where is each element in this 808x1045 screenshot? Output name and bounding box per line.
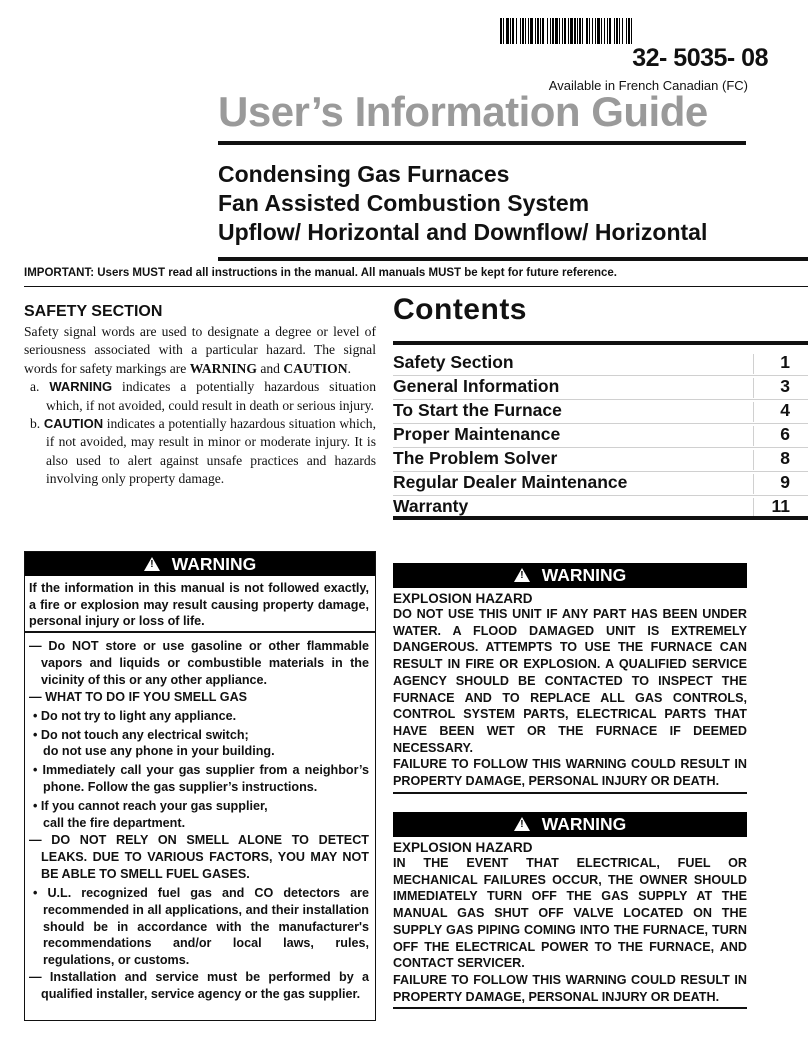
toc-label: To Start the Furnace [393, 400, 562, 420]
barcode-bar [632, 18, 634, 44]
gas-warning-box [24, 551, 376, 1021]
contents-bottom-rule [393, 516, 808, 520]
item-a-text: indicates a potentially hazardous situation which, if not avoided, could result in death or serious injury. [46, 379, 376, 413]
warning-triangle-icon: ! [144, 557, 160, 571]
warning-title: WARNING [541, 814, 627, 834]
document-number: 32- 5035- 08 [632, 44, 768, 72]
toc-page: 6 [780, 424, 790, 444]
safety-period: . [347, 360, 351, 376]
warning-divider [25, 631, 375, 633]
barcode [500, 18, 762, 44]
toc-label: General Information [393, 376, 560, 396]
instruction-line: • Immediately call your gas supplier from a neighbor’s phone. Follow the gas supplier’s instructions. [33, 763, 369, 795]
warning-instructions [29, 638, 369, 1003]
toc-row[interactable] [393, 472, 808, 496]
toc-divider [753, 402, 754, 422]
toc-divider [753, 426, 754, 446]
toc-label: The Problem Solver [393, 448, 558, 468]
warning-intro: If the information in this manual is not followed exactly, a fire or explosion may result causing property damage, personal injury or loss of life. [29, 581, 369, 629]
safety-heading: SAFETY SECTION [24, 303, 163, 320]
contents-title: Contents [393, 293, 527, 326]
toc-page: 8 [780, 448, 790, 468]
notice-rule [24, 286, 808, 287]
toc-row[interactable] [393, 376, 808, 400]
signal-word-warning: WARNING [189, 360, 257, 376]
warning-triangle-icon: ! [514, 568, 530, 582]
safety-item-a [24, 378, 376, 415]
flood-warning [393, 563, 747, 794]
availability-note: Available in French Canadian (FC) [548, 78, 748, 93]
toc-divider [753, 450, 754, 470]
toc-row[interactable] [393, 448, 808, 472]
instruction-line: — DO NOT RELY ON SMELL ALONE TO DETECT LEAKS. DUE TO VARIOUS FACTORS, YOU MAY NOT BE ABLE TO SMELL FUEL GASES. [29, 832, 369, 881]
instruction-line: — Installation and service must be performed by a qualified installer, service agency or the gas supplier. [29, 970, 369, 1002]
toc-page: 4 [780, 400, 790, 420]
safety-text [24, 323, 376, 489]
hazard-failure-text: FAILURE TO FOLLOW THIS WARNING COULD RESULT IN PROPERTY DAMAGE, PERSONAL INJURY OR DEATH. [393, 757, 747, 789]
warning-title: WARNING [541, 565, 627, 585]
toc-divider [753, 498, 754, 518]
safety-and: and [256, 360, 284, 376]
toc-label: Regular Dealer Maintenance [393, 472, 628, 492]
toc-divider [753, 474, 754, 494]
hazard-body: DO NOT USE THIS UNIT IF ANY PART HAS BEEN UNDER WATER. A FLOOD DAMAGED UNIT IS EXTREMELY DANGEROUS. ATTEMPTS TO USE THE FURNACE CAN RESULT IN FIRE OR EXPLOSION. A QUALIFIED SERVICE AGENCY SHOULD BE CONTACTED TO INSPECT THE FURNACE AND TO REPLACE ALL GAS CONTROLS, CONTROL SYSTEM PARTS, ELECTRICAL PARTS THAT HAVE BEEN WET OR THE FURNACE IF DEEMED NECESSARY. [393, 607, 747, 755]
instruction-line: do not use any phone in your building. [43, 744, 275, 759]
toc-divider [753, 378, 754, 398]
warning-banner [393, 812, 747, 837]
instruction-line: • If you cannot reach your gas supplier, [33, 799, 268, 814]
toc-page: 11 [771, 496, 790, 516]
hazard-heading: EXPLOSION HAZARD [393, 840, 533, 855]
item-b-marker: b. [30, 416, 41, 432]
warning-bottom-rule [393, 792, 747, 794]
toc-label: Proper Maintenance [393, 424, 561, 444]
subtitle-line-2: Fan Assisted Combustion System [218, 190, 590, 216]
hazard-heading: EXPLOSION HAZARD [393, 591, 533, 606]
toc-page: 3 [780, 376, 790, 396]
item-a-marker: a. [30, 379, 40, 395]
instruction-line: • U.L. recognized fuel gas and CO detectors are recommended in all applications, and their installation should be in accordance with the manufacturer's recommendations and/or local laws, rules, regulations, or customs. [33, 885, 369, 968]
item-b-text: indicates a potentially hazardous situation which, if not avoided, may result in minor or moderate injury. It is also used to alert against unsafe practices and hazards involving only property damage. [46, 416, 376, 487]
safety-intro [24, 323, 376, 378]
warning-triangle-icon: ! [514, 817, 530, 831]
table-of-contents [393, 352, 808, 520]
failure-warning [393, 812, 747, 1009]
toc-page: 1 [780, 352, 790, 372]
important-notice: IMPORTANT: Users MUST read all instructions in the manual. All manuals MUST be kept for future reference. [24, 267, 617, 279]
instruction-line: • Do not try to light any appliance. [33, 708, 237, 723]
toc-row[interactable] [393, 424, 808, 448]
subtitle-rule [218, 257, 808, 261]
item-a-word: WARNING [49, 379, 113, 395]
toc-label: Safety Section [393, 352, 514, 372]
toc-label: Warranty [393, 496, 469, 516]
warning-banner [25, 552, 375, 576]
instruction-line: • Do not touch any electrical switch; [33, 727, 249, 742]
instruction-line: call the fire department. [43, 816, 186, 831]
warning-banner [393, 563, 747, 588]
contents-rule [393, 341, 808, 345]
warning-title: WARNING [171, 554, 257, 574]
toc-divider [753, 354, 754, 374]
hazard-body: IN THE EVENT THAT ELECTRICAL, FUEL OR MECHANICAL FAILURES OCCUR, THE OWNER SHOULD IMMEDIATELY TURN OFF THE GAS SUPPLY AT THE MANUAL GAS SHUT OFF VALVE LOCATED ON THE SUPPLY GAS PIPING COMING INTO THE FURNACE, TURN OFF THE ELECTRICAL POWER TO THE FURNACE, AND CONTACT SERVICER. [393, 856, 747, 971]
toc-row[interactable] [393, 352, 808, 376]
item-b-word: CAUTION [43, 416, 104, 432]
signal-word-caution: CAUTION [283, 360, 348, 376]
instruction-line: — Do NOT store or use gasoline or other flammable vapors and liquids or combustible materials in the vicinity of this or any other appliance. [29, 639, 369, 687]
subtitle-line-1: Condensing Gas Furnaces [218, 161, 510, 187]
title-rule [218, 141, 746, 145]
safety-item-b [24, 415, 376, 489]
warning-bottom-rule [393, 1007, 747, 1009]
instruction-line: — WHAT TO DO IF YOU SMELL GAS [29, 689, 248, 704]
toc-page: 9 [780, 472, 790, 492]
hazard-failure-text: FAILURE TO FOLLOW THIS WARNING COULD RESULT IN PROPERTY DAMAGE, PERSONAL INJURY OR DEATH. [393, 972, 747, 1004]
subtitle-line-3: Upflow/ Horizontal and Downflow/ Horizontal [218, 219, 708, 245]
guide-title: User’s Information Guide [218, 88, 708, 135]
toc-row[interactable] [393, 400, 808, 424]
safety-intro-text: Safety signal words are used to designate a degree or level of seriousness associated with a particular hazard. The signal words for safety markings are [24, 324, 376, 376]
